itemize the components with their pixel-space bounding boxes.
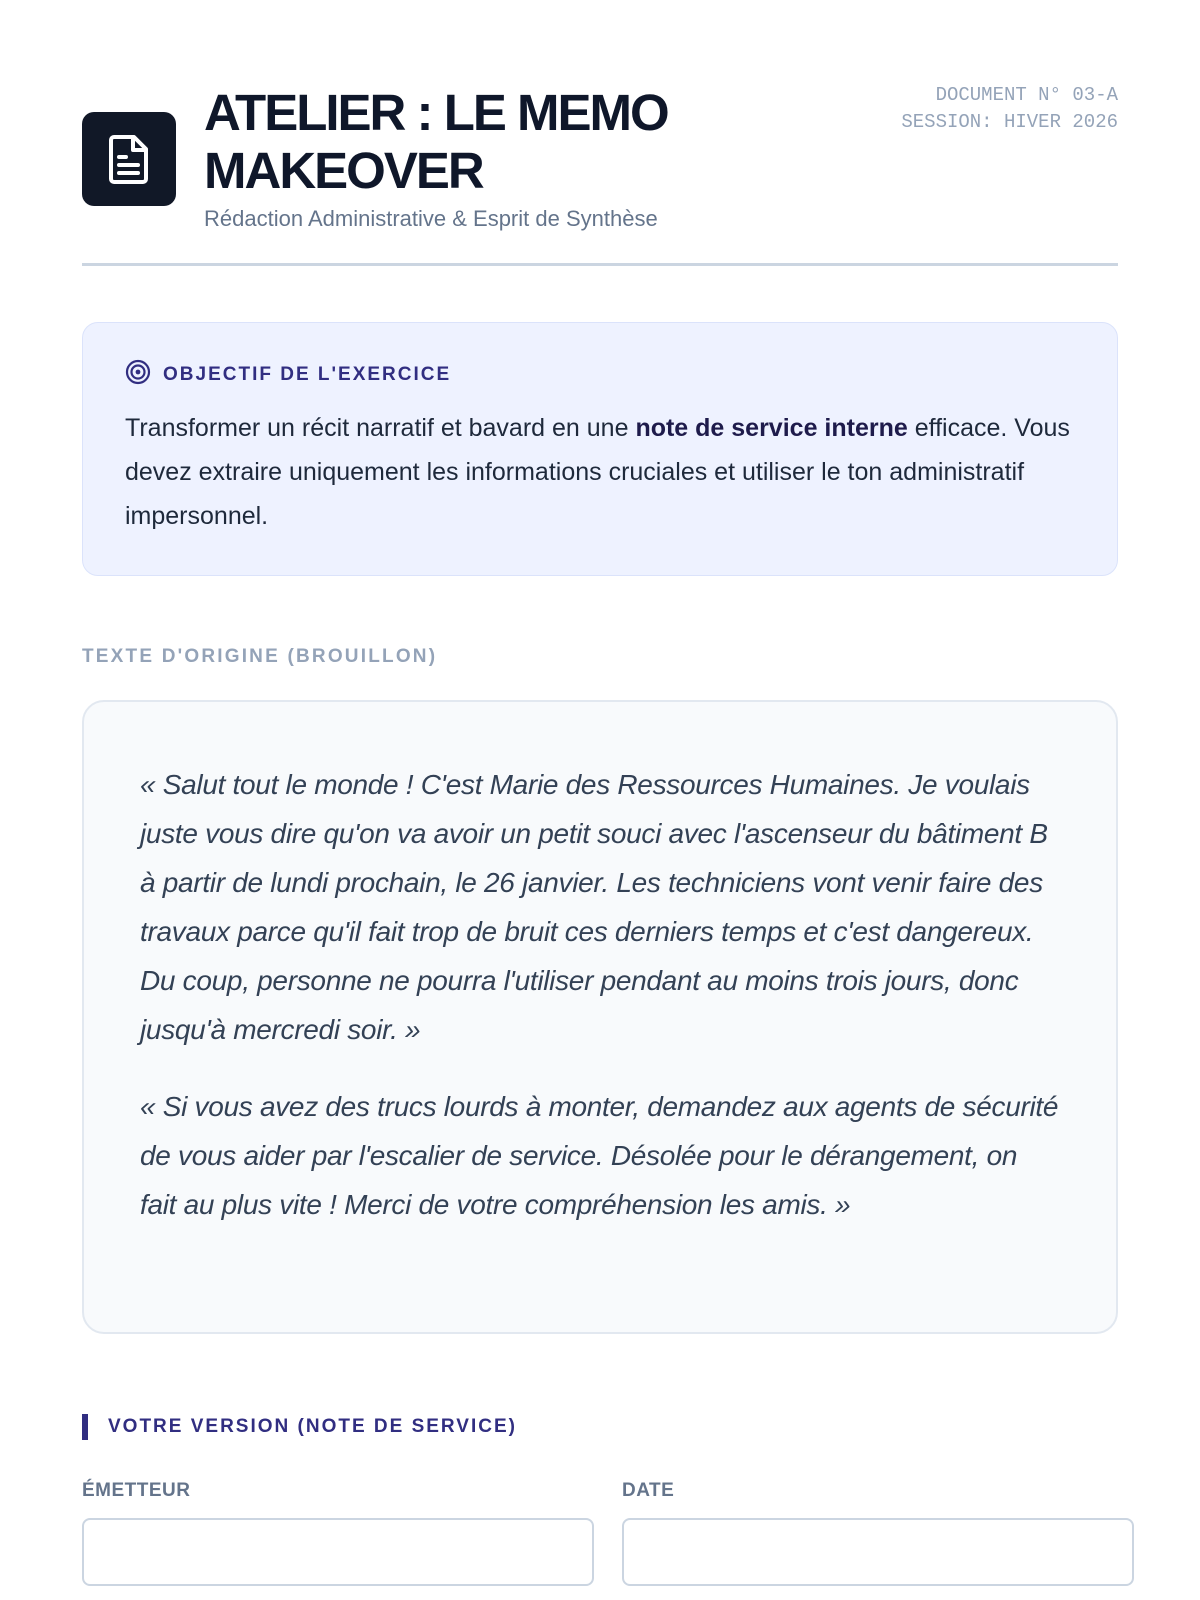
date-field-group: [622, 1480, 1134, 1586]
date-input[interactable]: [622, 1518, 1134, 1586]
emitter-label: ÉMETTEUR: [82, 1480, 191, 1501]
target-icon: [125, 359, 151, 390]
document-icon: [82, 112, 176, 206]
objective-label: OBJECTIF DE L'EXERCICE: [163, 363, 452, 385]
document-meta: [888, 82, 1118, 136]
header: [82, 84, 1118, 266]
objective-text-emphasis: note de service interne: [635, 414, 908, 442]
emitter-input[interactable]: [82, 1518, 594, 1586]
section-accent-bar: [82, 1414, 88, 1440]
original-paragraph: « Salut tout le monde ! C'est Marie des Ressources Humaines. Je voulais juste vous dire qu'on va avoir un petit souci avec l'ascenseur du bâtiment B à partir de lundi prochain, le 26 janvier. Les techniciens vont venir faire des travaux parce qu'il fait trop de bruit ces derniers temps et c'est dangereux. Du coup, personne ne pourra l'utiliser pendant au moins trois jours, donc jusqu'à mercredi soir. »: [140, 769, 1048, 1045]
page-subtitle: Rédaction Administrative & Esprit de Synthèse: [204, 206, 658, 231]
your-version-header: [82, 1414, 517, 1440]
objective-box: [82, 322, 1118, 576]
objective-text-start: Transformer un récit narratif et bavard en une: [125, 414, 636, 442]
objective-text-end: efficace. Vous devez extraire uniquement les informations cruciales et utiliser le ton administratif impersonnel.: [125, 414, 1070, 530]
objective-header: [125, 359, 1075, 390]
page-title: ATELIER : LE MEMO MAKEOVER: [204, 84, 668, 199]
session-label: SESSION: HIVER 2026: [901, 111, 1118, 133]
emitter-field-group: [82, 1480, 594, 1586]
original-text-box: [82, 700, 1118, 1334]
objective-text: [125, 406, 1075, 538]
your-version-label: VOTRE VERSION (NOTE DE SERVICE): [108, 1416, 517, 1437]
original-paragraph: « Si vous avez des trucs lourds à monter, demandez aux agents de sécurité de vous aider par l'escalier de service. Désolée pour le dérangement, on fait au plus vite ! Merci de votre compréhension les amis. »: [140, 1091, 1059, 1220]
document-number: DOCUMENT N° 03-A: [935, 84, 1118, 106]
date-label: DATE: [622, 1480, 675, 1501]
original-text-label: TEXTE D'ORIGINE (BROUILLON): [82, 646, 438, 667]
